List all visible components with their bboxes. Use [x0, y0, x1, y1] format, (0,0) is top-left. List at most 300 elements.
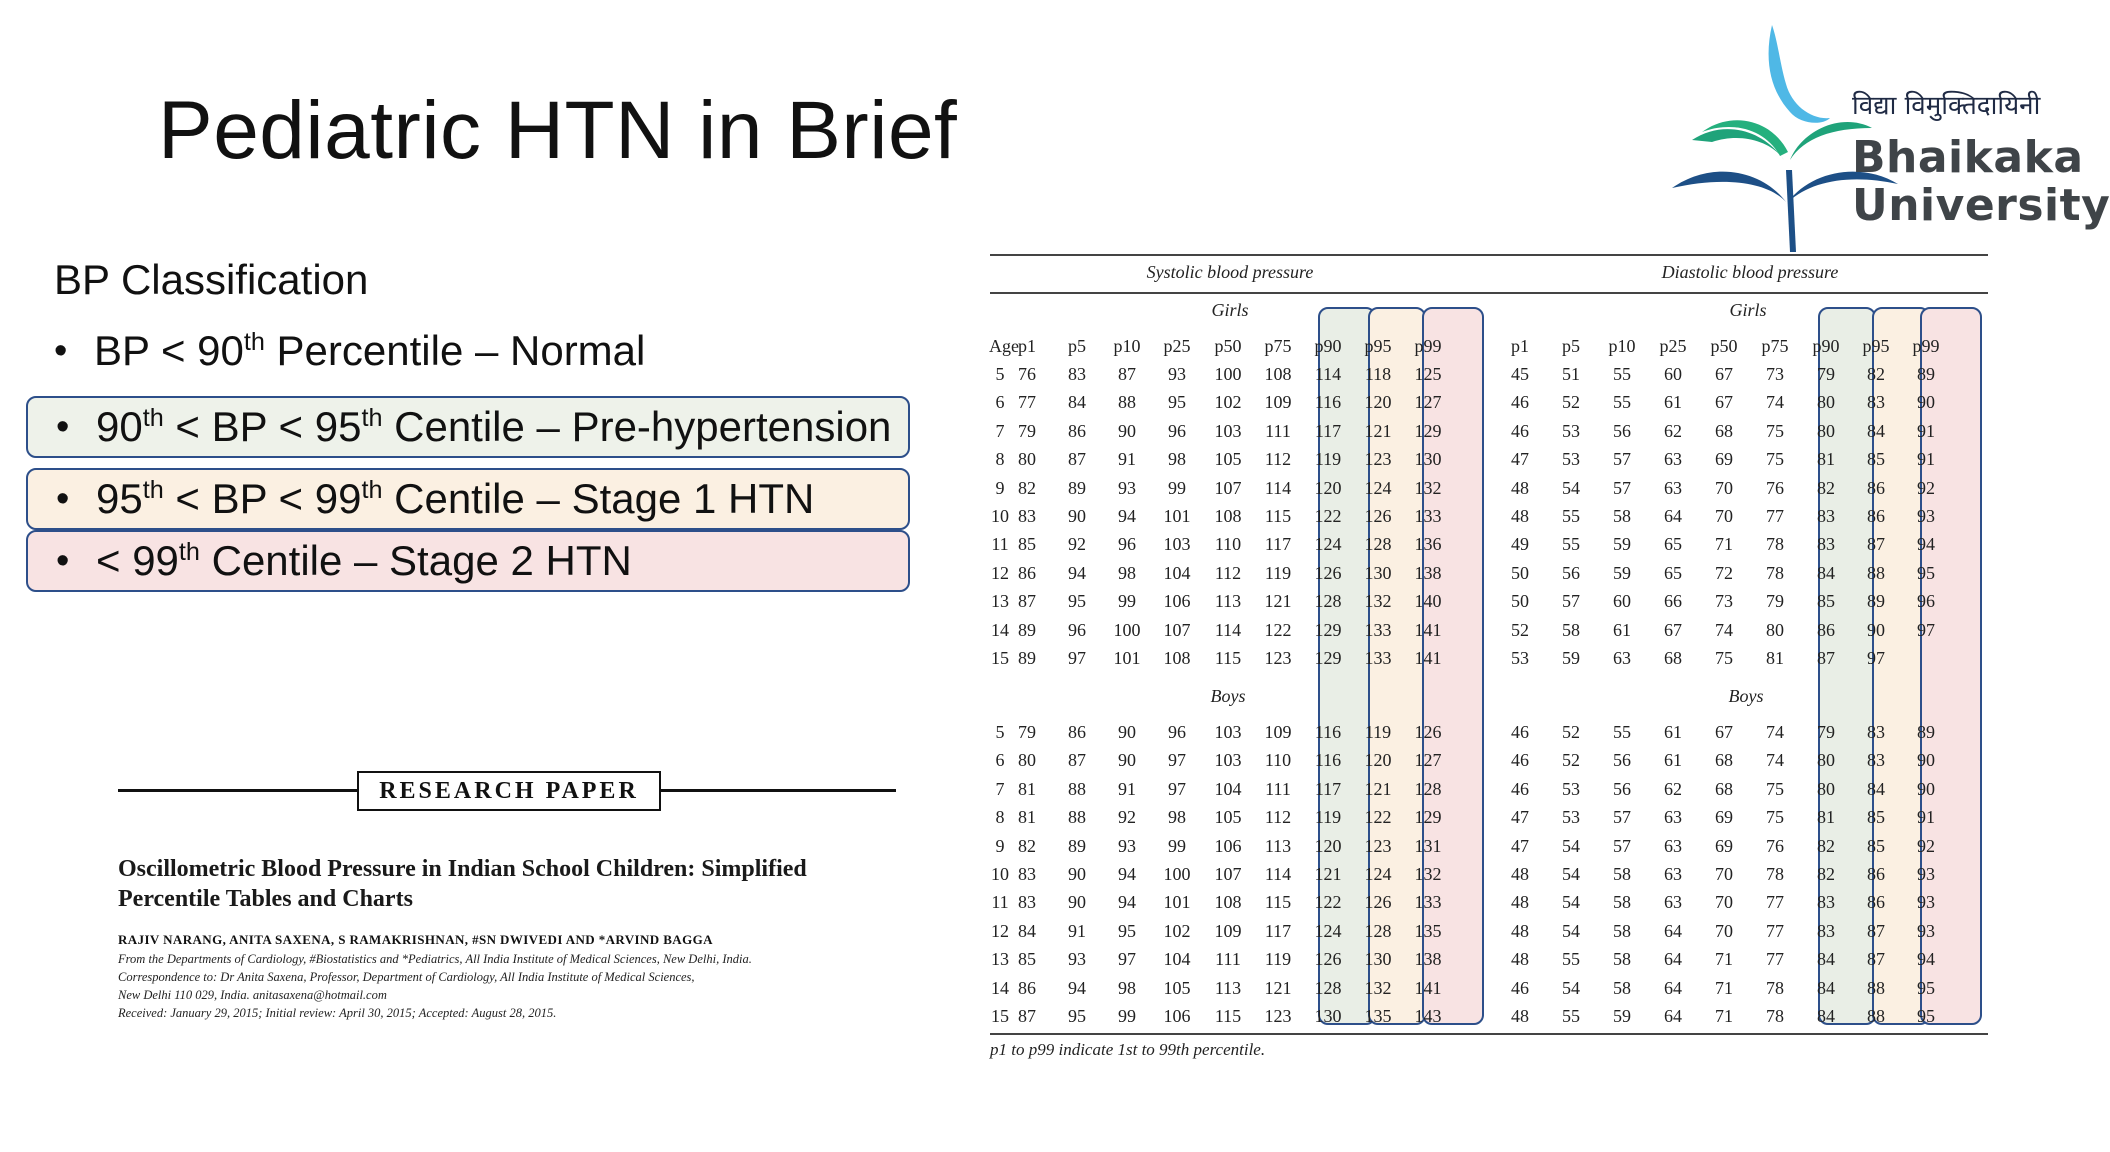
girls-diastolic-cell: 55 [1562, 534, 1580, 555]
boys-systolic-cell: 99 [1118, 1006, 1136, 1026]
girls-diastolic-cell: 72 [1715, 562, 1733, 583]
girls-systolic-cell: 123 [1364, 449, 1392, 470]
boys-diastolic-cell: 63 [1664, 892, 1682, 913]
girls-diastolic-cell: 94 [1917, 534, 1935, 555]
table-footnote: p1 to p99 indicate 1st to 99th percentile. [990, 1040, 1266, 1059]
boys-systolic-cell: 138 [1414, 949, 1442, 970]
girls-diastolic-cell: 86 [1867, 477, 1885, 498]
boys-systolic-cell: 132 [1364, 977, 1392, 998]
boys-diastolic-cell: 78 [1766, 977, 1784, 998]
girls-diastolic-cell: 46 [1511, 420, 1529, 441]
girls-diastolic-cell: 82 [1867, 364, 1885, 384]
girls-systolic-cell: 122 [1314, 506, 1342, 526]
girls-systolic-cell: 141 [1414, 648, 1442, 668]
girls-diastolic-cell: 56 [1562, 562, 1580, 583]
girls-diastolic-heading: Girls [1729, 300, 1767, 320]
girls-diastolic-cell: 59 [1562, 648, 1580, 668]
boys-systolic-cell: 102 [1163, 920, 1191, 941]
girls-systolic-cell: 77 [1018, 392, 1036, 413]
boys-diastolic-cell: 68 [1715, 778, 1733, 799]
girls-diastolic-cell: 45 [1511, 364, 1529, 384]
systolic-header-p1: p1 [1018, 336, 1036, 356]
boys-systolic-cell: 128 [1414, 778, 1442, 799]
girls-systolic-cell: 107 [1163, 619, 1191, 640]
girls-diastolic-cell: 68 [1715, 420, 1733, 441]
girls-diastolic-cell: 66 [1664, 591, 1682, 612]
girls-diastolic-cell: 65 [1664, 562, 1682, 583]
boys-diastolic-cell: 55 [1562, 949, 1580, 970]
girls-systolic-cell: 136 [1414, 534, 1442, 555]
table-bottom-rule [990, 1033, 1988, 1035]
girls-diastolic-cell: 63 [1613, 648, 1631, 668]
boys-systolic-cell: 86 [1018, 977, 1036, 998]
girls-age-5: 5 [995, 364, 1005, 384]
boys-systolic-cell: 113 [1264, 835, 1292, 856]
girls-diastolic-cell: 47 [1511, 449, 1529, 470]
girls-diastolic-cell: 55 [1613, 364, 1631, 384]
girls-age-13: 13 [991, 591, 1009, 612]
girls-diastolic-cell: 52 [1562, 392, 1580, 413]
boys-systolic-cell: 94 [1118, 892, 1136, 913]
boys-diastolic-cell: 55 [1562, 1006, 1580, 1026]
boys-diastolic-cell: 64 [1664, 949, 1682, 970]
girls-systolic-cell: 96 [1168, 420, 1186, 441]
boys-systolic-cell: 122 [1314, 892, 1342, 913]
paper-address: New Delhi 110 029, India. anitasaxena@hotmail.com [118, 988, 387, 1002]
girls-diastolic-cell: 91 [1917, 449, 1935, 470]
girls-systolic-cell: 104 [1163, 562, 1191, 583]
boys-systolic-cell: 109 [1264, 722, 1292, 742]
girls-diastolic-cell: 70 [1715, 477, 1733, 498]
girls-systolic-cell: 141 [1414, 619, 1442, 640]
boys-systolic-cell: 106 [1163, 1006, 1191, 1026]
banner-rule-left [118, 789, 358, 792]
paper-authors: RAJIV NARANG, ANITA SAXENA, S RAMAKRISHNAN, #SN DWIVEDI AND *ARVIND BAGGA [118, 932, 713, 947]
boys-diastolic-cell: 83 [1867, 722, 1885, 742]
boys-systolic-cell: 115 [1264, 892, 1292, 913]
girls-diastolic-cell: 51 [1562, 364, 1580, 384]
girls-diastolic-cell: 86 [1817, 619, 1835, 640]
girls-diastolic-cell: 60 [1613, 591, 1631, 612]
diastolic-header-p99: p99 [1912, 336, 1940, 356]
boys-systolic-cell: 88 [1068, 778, 1086, 799]
girls-diastolic-cell: 84 [1867, 420, 1885, 441]
logo-name-line1: Bhaikaka [1852, 132, 2084, 183]
boys-diastolic-cell: 69 [1715, 807, 1733, 828]
boys-systolic-cell: 95 [1118, 920, 1136, 941]
girls-diastolic-cell: 79 [1766, 591, 1784, 612]
girls-diastolic-cell: 55 [1613, 392, 1631, 413]
boys-diastolic-cell: 90 [1917, 750, 1935, 771]
girls-systolic-cell: 99 [1168, 477, 1186, 498]
girls-systolic-cell: 123 [1264, 648, 1292, 668]
boys-diastolic-cell: 74 [1766, 750, 1784, 771]
boys-systolic-cell: 97 [1168, 778, 1186, 799]
boys-systolic-cell: 129 [1414, 807, 1442, 828]
boys-diastolic-cell: 75 [1766, 778, 1784, 799]
boys-systolic-cell: 87 [1018, 1006, 1036, 1026]
girls-systolic-cell: 82 [1018, 477, 1036, 498]
girls-diastolic-cell: 67 [1715, 364, 1733, 384]
boys-systolic-cell: 127 [1414, 750, 1442, 771]
girls-systolic-cell: 115 [1264, 506, 1292, 526]
boys-systolic-cell: 90 [1068, 892, 1086, 913]
girls-diastolic-cell: 90 [1917, 392, 1935, 413]
boys-diastolic-cell: 88 [1867, 977, 1885, 998]
girls-systolic-cell: 133 [1364, 648, 1392, 668]
boys-diastolic-cell: 91 [1917, 807, 1935, 828]
boys-diastolic-cell: 71 [1715, 1006, 1733, 1026]
boys-diastolic-heading: Boys [1728, 686, 1764, 706]
girls-systolic-cell: 101 [1163, 506, 1191, 526]
girls-systolic-cell: 90 [1118, 420, 1136, 441]
boys-diastolic-cell: 54 [1562, 835, 1580, 856]
girls-diastolic-cell: 76 [1766, 477, 1784, 498]
systolic-header-p75: p75 [1264, 336, 1292, 356]
bullet-prehypertension [26, 396, 910, 458]
boys-diastolic-cell: 53 [1562, 778, 1580, 799]
boys-systolic-cell: 121 [1364, 778, 1392, 799]
girls-diastolic-cell: 81 [1766, 648, 1784, 668]
boys-diastolic-cell: 78 [1766, 1006, 1784, 1026]
girls-diastolic-cell: 90 [1867, 619, 1885, 640]
girls-diastolic-cell: 59 [1613, 534, 1631, 555]
boys-diastolic-cell: 61 [1664, 722, 1682, 742]
girls-systolic-cell: 90 [1068, 506, 1086, 526]
boys-systolic-cell: 143 [1414, 1006, 1442, 1026]
boys-diastolic-cell: 48 [1511, 920, 1529, 941]
boys-diastolic-cell: 70 [1715, 892, 1733, 913]
girls-systolic-cell: 103 [1214, 420, 1242, 441]
bullet-stage1 [26, 468, 910, 530]
girls-systolic-cell: 100 [1214, 364, 1242, 384]
girls-systolic-cell: 127 [1414, 392, 1442, 413]
girls-systolic-cell: 114 [1214, 619, 1242, 640]
boys-systolic-cell: 100 [1163, 864, 1191, 884]
boys-diastolic-cell: 46 [1511, 750, 1529, 771]
boys-diastolic-cell: 63 [1664, 864, 1682, 884]
boys-systolic-cell: 121 [1264, 977, 1292, 998]
boys-systolic-cell: 91 [1118, 778, 1136, 799]
girls-systolic-cell: 110 [1214, 534, 1242, 555]
girls-systolic-cell: 119 [1264, 562, 1292, 583]
girls-systolic-cell: 95 [1168, 392, 1186, 413]
boys-diastolic-cell: 85 [1867, 807, 1885, 828]
boys-systolic-cell: 116 [1314, 722, 1342, 742]
girls-systolic-cell: 89 [1018, 648, 1036, 668]
boys-diastolic-cell: 95 [1917, 977, 1935, 998]
boys-systolic-cell: 126 [1364, 892, 1392, 913]
girls-age-9: 9 [995, 477, 1005, 498]
girls-diastolic-cell: 73 [1766, 364, 1784, 384]
boys-age-11: 11 [991, 892, 1009, 913]
girls-systolic-cell: 108 [1264, 364, 1292, 384]
girls-systolic-cell: 109 [1264, 392, 1292, 413]
girls-diastolic-cell: 63 [1664, 477, 1682, 498]
boys-diastolic-cell: 46 [1511, 722, 1529, 742]
boys-systolic-cell: 86 [1068, 722, 1086, 742]
boys-systolic-cell: 130 [1364, 949, 1392, 970]
girls-systolic-cell: 116 [1314, 392, 1342, 413]
girls-systolic-cell: 126 [1364, 506, 1392, 526]
boys-systolic-cell: 101 [1163, 892, 1191, 913]
girls-systolic-cell: 100 [1113, 619, 1141, 640]
girls-diastolic-cell: 53 [1511, 648, 1529, 668]
girls-age-7: 7 [995, 420, 1005, 441]
girls-systolic-cell: 125 [1414, 364, 1442, 384]
bullet-normal [26, 320, 910, 382]
girls-systolic-cell: 88 [1118, 392, 1136, 413]
girls-diastolic-cell: 86 [1867, 506, 1885, 526]
girls-diastolic-cell: 49 [1511, 534, 1529, 555]
girls-age-15: 15 [991, 648, 1009, 668]
boys-age-9: 9 [995, 835, 1005, 856]
boys-age-13: 13 [991, 949, 1009, 970]
boys-diastolic-cell: 63 [1664, 835, 1682, 856]
boys-systolic-cell: 109 [1214, 920, 1242, 941]
bullet-dot: • [56, 405, 70, 448]
girls-systolic-cell: 95 [1068, 591, 1086, 612]
girls-diastolic-cell: 93 [1917, 506, 1935, 526]
girls-diastolic-cell: 75 [1766, 449, 1784, 470]
systolic-header-p5: p5 [1068, 336, 1086, 356]
boys-diastolic-cell: 58 [1613, 949, 1631, 970]
girls-diastolic-cell: 97 [1917, 619, 1935, 640]
girls-systolic-cell: 133 [1364, 619, 1392, 640]
girls-systolic-cell: 138 [1414, 562, 1442, 583]
boys-systolic-cell: 120 [1364, 750, 1392, 771]
girls-diastolic-cell: 96 [1917, 591, 1935, 612]
boys-systolic-cell: 94 [1118, 864, 1136, 884]
girls-diastolic-cell: 54 [1562, 477, 1580, 498]
girls-systolic-cell: 106 [1163, 591, 1191, 612]
boys-systolic-cell: 107 [1214, 864, 1242, 884]
boys-systolic-cell: 98 [1118, 977, 1136, 998]
boys-diastolic-cell: 87 [1867, 949, 1885, 970]
girls-systolic-cell: 108 [1163, 648, 1191, 668]
boys-diastolic-cell: 63 [1664, 807, 1682, 828]
boys-diastolic-cell: 53 [1562, 807, 1580, 828]
boys-systolic-cell: 99 [1168, 835, 1186, 856]
boys-systolic-cell: 96 [1168, 722, 1186, 742]
bullet-dot: • [56, 539, 70, 582]
diastolic-header-p90: p90 [1812, 336, 1840, 356]
systolic-header-p10: p10 [1113, 336, 1141, 356]
girls-systolic-cell: 140 [1414, 591, 1442, 612]
girls-diastolic-cell: 79 [1817, 364, 1835, 384]
girls-systolic-cell: 130 [1414, 449, 1442, 470]
boys-diastolic-cell: 78 [1766, 864, 1784, 884]
boys-diastolic-cell: 46 [1511, 778, 1529, 799]
boys-systolic-cell: 104 [1214, 778, 1242, 799]
girls-diastolic-cell: 53 [1562, 449, 1580, 470]
boys-systolic-cell: 113 [1214, 977, 1242, 998]
boys-systolic-cell: 119 [1364, 722, 1392, 742]
girls-diastolic-cell: 85 [1867, 449, 1885, 470]
bullet-text: < 99th Centile – Stage 2 HTN [96, 537, 632, 584]
girls-systolic-cell: 94 [1118, 506, 1136, 526]
boys-diastolic-cell: 58 [1613, 892, 1631, 913]
boys-systolic-cell: 121 [1314, 864, 1342, 884]
boys-diastolic-cell: 82 [1817, 835, 1835, 856]
boys-systolic-cell: 90 [1068, 864, 1086, 884]
girls-systolic-cell: 98 [1168, 449, 1186, 470]
girls-diastolic-cell: 75 [1766, 420, 1784, 441]
boys-diastolic-cell: 87 [1867, 920, 1885, 941]
boys-diastolic-cell: 80 [1817, 750, 1835, 771]
boys-systolic-heading: Boys [1210, 686, 1246, 706]
systolic-header-p95: p95 [1364, 336, 1392, 356]
boys-diastolic-cell: 95 [1917, 1006, 1935, 1026]
boys-systolic-cell: 90 [1118, 722, 1136, 742]
boys-systolic-cell: 83 [1018, 892, 1036, 913]
boys-diastolic-cell: 84 [1817, 1006, 1835, 1026]
boys-diastolic-cell: 74 [1766, 722, 1784, 742]
girls-systolic-cell: 133 [1414, 506, 1442, 526]
systolic-header-p90: p90 [1314, 336, 1342, 356]
bullet-dot: • [54, 329, 68, 372]
girls-systolic-cell: 84 [1068, 392, 1086, 413]
girls-systolic-cell: 120 [1314, 477, 1342, 498]
boys-systolic-cell: 120 [1314, 835, 1342, 856]
boys-systolic-cell: 111 [1215, 949, 1241, 970]
boys-diastolic-cell: 64 [1664, 920, 1682, 941]
girls-diastolic-cell: 50 [1511, 562, 1529, 583]
girls-diastolic-cell: 62 [1664, 420, 1682, 441]
girls-systolic-cell: 118 [1364, 364, 1392, 384]
systolic-header-p99: p99 [1414, 336, 1442, 356]
paper-affiliation: From the Departments of Cardiology, #Biostatistics and *Pediatrics, All India Institute of Medical Sciences, New Delhi, India. [118, 952, 752, 966]
boys-systolic-cell: 82 [1018, 835, 1036, 856]
girls-diastolic-cell: 97 [1867, 648, 1885, 668]
boys-diastolic-cell: 79 [1817, 722, 1835, 742]
girls-systolic-cell: 129 [1314, 648, 1342, 668]
girls-systolic-cell: 119 [1314, 449, 1342, 470]
paper-title-line2: Percentile Tables and Charts [118, 886, 413, 912]
girls-systolic-cell: 108 [1214, 506, 1242, 526]
boys-diastolic-cell: 70 [1715, 864, 1733, 884]
girls-age-12: 12 [991, 562, 1009, 583]
girls-systolic-cell: 124 [1364, 477, 1392, 498]
girls-diastolic-cell: 75 [1715, 648, 1733, 668]
boys-systolic-cell: 81 [1018, 807, 1036, 828]
boys-diastolic-cell: 83 [1817, 920, 1835, 941]
girls-systolic-cell: 105 [1214, 449, 1242, 470]
boys-diastolic-cell: 62 [1664, 778, 1682, 799]
girls-systolic-cell: 129 [1414, 420, 1442, 441]
girls-systolic-cell: 87 [1068, 449, 1086, 470]
girls-systolic-cell: 132 [1414, 477, 1442, 498]
age-header: Age [989, 336, 1019, 356]
boys-systolic-cell: 117 [1264, 920, 1292, 941]
girls-diastolic-cell: 84 [1817, 562, 1835, 583]
boys-diastolic-cell: 48 [1511, 864, 1529, 884]
girls-systolic-cell: 107 [1214, 477, 1242, 498]
boys-diastolic-cell: 80 [1817, 778, 1835, 799]
girls-diastolic-cell: 80 [1817, 392, 1835, 413]
boys-diastolic-cell: 52 [1562, 722, 1580, 742]
boys-diastolic-cell: 58 [1613, 977, 1631, 998]
girls-age-11: 11 [991, 534, 1009, 555]
girls-diastolic-cell: 57 [1562, 591, 1580, 612]
diastolic-header-p75: p75 [1761, 336, 1789, 356]
boys-diastolic-cell: 64 [1664, 1006, 1682, 1026]
boys-diastolic-cell: 59 [1613, 1006, 1631, 1026]
banner-rule-right [660, 789, 896, 792]
bullet-text: BP < 90th Percentile – Normal [94, 327, 646, 374]
boys-diastolic-cell: 57 [1613, 807, 1631, 828]
boys-diastolic-cell: 81 [1817, 807, 1835, 828]
table-top-rule [990, 254, 1988, 256]
boys-systolic-cell: 80 [1018, 750, 1036, 771]
girls-diastolic-cell: 65 [1664, 534, 1682, 555]
girls-systolic-cell: 114 [1314, 364, 1342, 384]
girls-diastolic-cell: 77 [1766, 506, 1784, 526]
girls-age-8: 8 [995, 449, 1005, 470]
girls-systolic-cell: 89 [1068, 477, 1086, 498]
girls-systolic-cell: 126 [1314, 562, 1342, 583]
boys-systolic-cell: 81 [1018, 778, 1036, 799]
boys-systolic-cell: 130 [1314, 1006, 1342, 1026]
girls-systolic-cell: 99 [1118, 591, 1136, 612]
boys-diastolic-cell: 83 [1867, 750, 1885, 771]
girls-systolic-cell: 89 [1018, 619, 1036, 640]
girls-diastolic-cell: 83 [1817, 506, 1835, 526]
boys-diastolic-cell: 55 [1613, 722, 1631, 742]
boys-diastolic-cell: 93 [1917, 864, 1935, 884]
bp-classification-heading: BP Classification [54, 256, 369, 303]
boys-systolic-cell: 135 [1364, 1006, 1392, 1026]
girls-systolic-cell: 92 [1068, 534, 1086, 555]
boys-systolic-cell: 108 [1214, 892, 1242, 913]
boys-age-8: 8 [995, 807, 1005, 828]
boys-systolic-cell: 141 [1414, 977, 1442, 998]
boys-diastolic-cell: 71 [1715, 977, 1733, 998]
boys-diastolic-cell: 82 [1817, 864, 1835, 884]
boys-systolic-cell: 83 [1018, 864, 1036, 884]
boys-systolic-cell: 117 [1314, 778, 1342, 799]
girls-systolic-cell: 113 [1214, 591, 1242, 612]
boys-age-15: 15 [991, 1006, 1009, 1026]
girls-systolic-heading: Girls [1211, 300, 1249, 320]
boys-diastolic-cell: 84 [1867, 778, 1885, 799]
boys-diastolic-cell: 58 [1613, 920, 1631, 941]
girls-diastolic-cell: 85 [1817, 591, 1835, 612]
boys-systolic-cell: 110 [1264, 750, 1292, 771]
boys-diastolic-cell: 84 [1817, 949, 1835, 970]
boys-diastolic-cell: 47 [1511, 835, 1529, 856]
girls-diastolic-cell: 71 [1715, 534, 1733, 555]
girls-age-6: 6 [995, 392, 1005, 413]
boys-diastolic-cell: 58 [1613, 864, 1631, 884]
girls-systolic-cell: 128 [1314, 591, 1342, 612]
boys-systolic-cell: 92 [1118, 807, 1136, 828]
boys-systolic-cell: 126 [1314, 949, 1342, 970]
bullet-text: 90th < BP < 95th Centile – Pre-hypertension [96, 403, 892, 450]
girls-diastolic-cell: 50 [1511, 591, 1529, 612]
boys-systolic-cell: 95 [1068, 1006, 1086, 1026]
girls-diastolic-cell: 78 [1766, 562, 1784, 583]
boys-diastolic-cell: 92 [1917, 835, 1935, 856]
boys-diastolic-cell: 76 [1766, 835, 1784, 856]
systolic-header-p50: p50 [1214, 336, 1242, 356]
paper-title-line1: Oscillometric Blood Pressure in Indian School Children: Simplified [118, 856, 807, 882]
boys-systolic-cell: 119 [1314, 807, 1342, 828]
boys-diastolic-cell: 77 [1766, 892, 1784, 913]
boys-diastolic-cell: 46 [1511, 977, 1529, 998]
systolic-heading: Systolic blood pressure [1146, 262, 1314, 282]
boys-systolic-cell: 128 [1314, 977, 1342, 998]
